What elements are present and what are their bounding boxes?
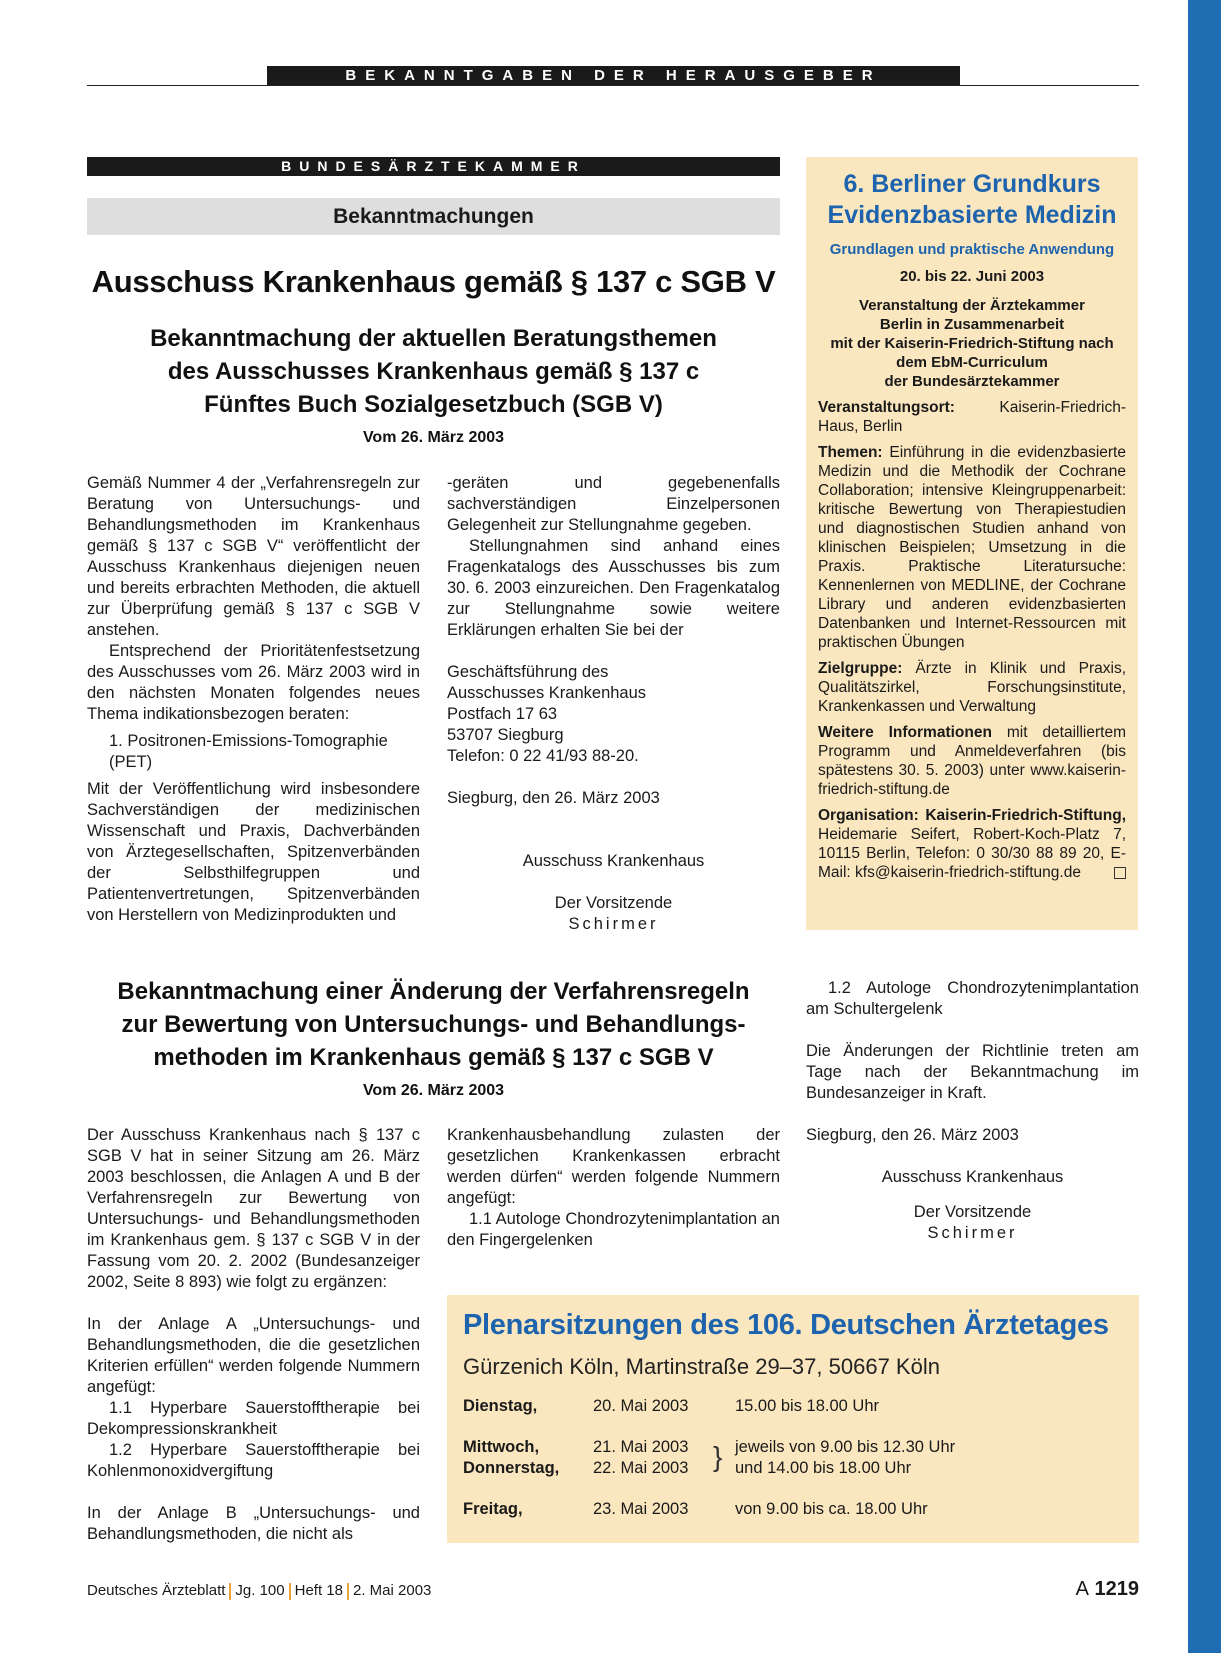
audience-text: Ärzte in Klinik und Praxis, Qualitätszirkel, Forschungsinstitute, Krankenkassen und Verwaltung [818,660,1126,715]
page-number [1076,1578,1139,1601]
signature-role: Der Vorsitzende [913,1203,1032,1221]
organizer-line: dem EbM-Curriculum [896,354,1048,371]
paragraph: In der Anlage A „Untersuchungs- und Behandlungsmethoden, die die gesetzlichen Kriterien erfüllen“ werden folgende Nummern angefügt: [87,1315,420,1396]
place-date: Siegburg, den 26. März 2003 [447,789,660,807]
schedule-row [463,1499,955,1520]
brace-icon: } [713,1441,723,1472]
paragraph: Gemäß Nummer 4 der „Verfahrensregeln zur Beratung von Untersuchungs- und Behandlungsmethoden im Krankenhaus gemäß § 137 c SGB V“ veröffentlicht der Ausschuss Krankenhaus diejenigen neuen und bereits erbrachten Methoden, die aktuell zur Überprüfung gemäß § 137 c SGB V anstehen. [87,474,420,639]
article1-subtitle [87,322,780,421]
article1-column-1 [87,473,420,926]
schedule-row [463,1437,955,1479]
journal-volume: Jg. 100 [235,1582,285,1599]
paragraph: Die Änderungen der Richtlinie treten am Tage nach der Bekanntmachung im Bundesanzeiger in Kraft. [806,1042,1139,1102]
journal-name: Deutsches Ärzteblatt [87,1582,226,1599]
signature-name: Schirmer [568,915,659,933]
schedule-time: 15.00 bis 18.00 Uhr [735,1397,880,1415]
list-item: 1.1 Hyperbare Sauerstofftherapie bei Dekompressionskrankheit [87,1399,420,1438]
course-title-line: Evidenzbasierte Medizin [827,201,1117,229]
organisation-name: Kaiserin-Friedrich-Stiftung, [925,807,1126,824]
paragraph: -geräten und gegebenenfalls sachverständigen Einzelpersonen Gelegenheit zur Stellungnahme gegeben. [447,474,780,534]
page-footer [87,1578,1139,1600]
organizer-line: Veranstaltung der Ärztekammer [859,297,1085,314]
schedule-date: 21. Mai 2003 [593,1438,689,1456]
course-audience [818,659,1126,716]
signature-org: Ausschuss Krankenhaus [881,1168,1064,1186]
article2-column-3 [806,978,1139,1244]
course-venue [818,398,1126,436]
paragraph: Stellungnahmen sind anhand eines Fragenkatalogs des Ausschusses bis zum 30. 6. 2003 einzureichen. Den Fragenkatalog zur Stellungnahme sowie weitere Erklärungen erhalten Sie bei der [447,537,780,639]
address-line: 53707 Siegburg [447,726,564,744]
paragraph: Krankenhausbehandlung zulasten der gesetzlichen Krankenkassen erbracht werden dürfen“ werden folgende Nummern angefügt: [447,1126,780,1207]
paragraph: Der Ausschuss Krankenhaus nach § 137 c SGB V hat in seiner Sitzung am 26. März 2003 beschlossen, die Anlagen A und B der Verfahrensregeln zur Bewertung von Untersuchungs- und Behandlungsmethoden im Krankenhaus gem. § 137 c SGB V in der Fassung vom 20. 2. 2002 (Bundesanzeiger 2002, Seite 8 893) wie folgt zu ergänzen: [87,1126,420,1291]
title-line: Bekanntmachung einer Änderung der Verfahrensregeln [117,978,750,1005]
course-date: 20. bis 22. Juni 2003 [899,268,1045,285]
venue-text: Kaiserin-Friedrich-Haus, Berlin [818,399,1126,435]
article1-title: Ausschuss Krankenhaus gemäß § 137 c SGB V [91,264,776,299]
organisation-label: Organisation: [818,807,919,824]
signature-org: Ausschuss Krankenhaus [522,852,705,870]
schedule-time: und 14.00 bis 18.00 Uhr [735,1459,912,1477]
organizer-line: der Bundesärztekammer [884,373,1060,390]
header-band: BEKANNTGABEN DER HERAUSGEBER [267,66,960,85]
course-info-box [806,157,1138,930]
schedule-day: Freitag, [463,1500,523,1518]
course-title [818,169,1126,231]
paragraph: Mit der Veröffentlichung wird insbesondere Sachverständigen der medizinischen Wissenschaft und Praxis, Dachverbänden von Ärztegesellschaften, Spitzenverbänden der Selbsthilfegruppen und Patientenvertretungen, Spitzenverbänden von Herstellern von Medizinprodukten und [87,780,420,924]
course-more-info [818,723,1126,799]
list-item: 1. Positronen-Emissions-Tomographie (PET) [109,732,388,771]
place-date: Siegburg, den 26. März 2003 [806,1126,1019,1144]
schedule-time: jeweils von 9.00 bis 12.30 Uhr [735,1438,956,1456]
schedule-day: Donnerstag, [463,1459,560,1477]
course-topics [818,443,1126,652]
paragraph: Entsprechend der Prioritätenfestsetzung des Ausschusses vom 26. März 2003 wird in den nächsten Monaten folgendes neues Thema indikationsbezogen beraten: [87,642,420,723]
list-item: 1.2 Autologe Chondrozytenimplantation am Schultergelenk [806,979,1139,1018]
address-line: Telefon: 0 22 41/93 88-20. [447,747,639,765]
plenary-venue: Gürzenich Köln, Martinstraße 29–37, 50667 Köln [463,1354,940,1379]
topics-label: Themen: [818,444,883,461]
schedule-day: Mittwoch, [463,1438,540,1456]
topics-text: Einführung in die evidenzbasierte Medizin und die Methodik der Cochrane Collaboration; intensive Kleingruppenarbeit: kritische Bewertung von Therapiestudien und diagnostischen Studien anhand von klinischen Beispielen; Umsetzung in die Praxis. Praktische Literatursuche: Kennenlernen von MEDLINE, der Cochrane Library und anderen evidenzbasierten Datenbanken und Internet-Ressourcen mit praktischen Übungen [818,444,1126,651]
schedule-date: 22. Mai 2003 [593,1459,689,1477]
article2-column-2 [447,1125,780,1251]
plenary-sessions-box [447,1295,1139,1543]
journal-issue: Heft 18 [294,1582,343,1599]
article2-date: Vom 26. März 2003 [362,1082,505,1099]
subtitle-line: Bekanntmachung der aktuellen Beratungsthemen [150,325,717,352]
address-block [447,662,780,767]
course-subtitle: Grundlagen und praktische Anwendung [829,241,1115,258]
organisation-text: Heidemarie Seifert, Robert-Koch-Platz 7, 10115 Berlin, Telefon: 0 30/30 88 89 20, E-Mail: kfs@kaiserin-friedrich-stiftung.de [818,826,1126,881]
more-info-label: Weitere Informationen [818,724,992,741]
end-square-icon [1114,867,1126,879]
organizer-line: Berlin in Zusammenarbeit [879,316,1065,333]
list-item: 1.1 Autologe Chondrozytenimplantation an den Fingergelenken [447,1210,780,1249]
schedule-row [463,1396,955,1417]
more-info-text: mit detailliertem Programm und Anmeldeverfahren (bis spätestens 30. 5. 2003) unter www.kaiserin-friedrich-stiftung.de [818,724,1126,798]
paragraph: In der Anlage B „Untersuchungs- und Behandlungsmethoden, die nicht als [87,1504,420,1543]
journal-date: 2. Mai 2003 [353,1582,432,1599]
subtitle-line: Fünftes Buch Sozialgesetzbuch (SGB V) [204,391,663,418]
article1-date: Vom 26. März 2003 [362,429,505,446]
plenary-title: Plenarsitzungen des 106. Deutschen Ärztetages [463,1309,1109,1341]
address-line: Geschäftsführung des [447,663,609,681]
page-value: 1219 [1094,1578,1139,1600]
schedule-time: von 9.00 bis ca. 18.00 Uhr [735,1500,928,1518]
list-item: 1.2 Hyperbare Sauerstofftherapie bei Kohlenmonoxidvergiftung [87,1441,420,1480]
article2-column-1 [87,1125,420,1545]
signature-role: Der Vorsitzende [554,894,673,912]
schedule-date: 20. Mai 2003 [593,1397,689,1415]
organizer-line: mit der Kaiserin-Friedrich-Stiftung nach [830,335,1114,352]
title-line: zur Bewertung von Untersuchungs- und Behandlungs- [121,1011,746,1038]
course-organizer [818,296,1126,391]
signature-name: Schirmer [927,1224,1018,1242]
schedule-day: Dienstag, [463,1397,538,1415]
title-line: methoden im Krankenhaus gemäß § 137 c SGB V [153,1044,714,1071]
edge-color-bar [1188,0,1221,1653]
course-organisation [818,806,1126,882]
address-line: Ausschusses Krankenhaus [447,684,647,702]
subtitle-line: des Ausschusses Krankenhaus gemäß § 137 c [167,358,700,385]
audience-label: Zielgruppe: [818,660,903,677]
article2-title [87,975,780,1074]
plenary-schedule [463,1396,955,1520]
venue-label: Veranstaltungsort: [818,399,955,416]
page-prefix: A [1075,1578,1089,1600]
running-header [87,66,1139,86]
section-band: BUNDESÄRZTEKAMMER [87,157,780,176]
schedule-date: 23. Mai 2003 [593,1500,689,1518]
article1-column-2 [447,473,780,935]
address-line: Postfach 17 63 [447,705,558,723]
section-subtitle: Bekanntmachungen [87,198,780,235]
course-title-line: 6. Berliner Grundkurs [843,170,1101,198]
